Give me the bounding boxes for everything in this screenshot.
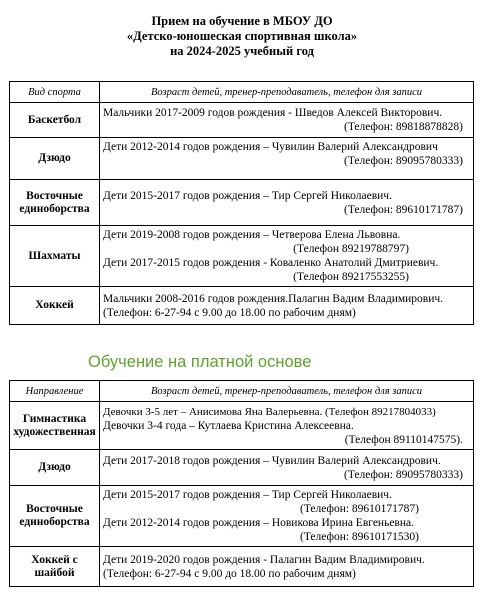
table-row [10,450,474,486]
info-line: Дети 2012-2014 годов рождения – Новикова Ирина Евгеньевна. [103,517,414,529]
column-header-sport: Вид спорта [10,82,100,103]
row-info [100,450,474,486]
table-header-row [10,381,474,402]
table-header-row [10,82,474,103]
phone-line: (Телефон: 89610171787) [343,203,463,216]
column-header-info: Возраст детей, тренер-преподаватель, телефон для записи [100,82,474,103]
info-line: Дети 2017-2015 годов рождения - Коваленко Анатолий Дмитриевич. [103,257,439,269]
phone-line: (Телефон 89219788797) [293,243,409,255]
table-row [10,103,474,138]
row-info [100,103,474,138]
phone-line: (Телефон: 89818878828) [343,121,463,133]
table-row [10,287,474,325]
sport-name: Хоккей [10,287,100,325]
sport-name: Дзюдо [10,138,100,180]
table-row [10,486,474,547]
row-info [100,287,474,325]
sport-name: Шахматы [10,226,100,287]
row-info [100,138,474,180]
sport-name: Баскетбол [10,103,100,138]
info-line: Дети 2019-2020 годов рождения - Палагин Вадим Владимирович. [103,553,425,566]
table-row [10,138,474,180]
sport-name: Хоккей с шайбой [10,547,100,587]
phone-line: (Телефон 89110147575). [344,433,463,446]
paid-training-table [9,380,474,587]
phone-line: (Телефон 89217553255) [293,271,409,283]
phone-line: (Телефон: 89095780333) [343,468,463,481]
table-row [10,547,474,587]
row-info [100,226,474,287]
table-row [10,180,474,226]
phone-line: (Телефон: 89610171787) [299,503,419,515]
free-training-table [9,81,474,325]
column-header-direction: Направление [10,381,100,402]
sport-name: Восточные единоборства [10,180,100,226]
info-line: Дети 2015-2017 годов рождения – Тир Сергей Николаевич. [103,489,392,501]
header-line-2: «Детско-юношеская спортивная школа» [126,29,358,43]
phone-line: (Телефон: 89095780333) [343,155,463,167]
phone-line: (Телефон: 89610171530) [299,531,419,543]
info-line: Дети 2015-2017 годов рождения – Тир Сергей Николаевич. [103,189,392,202]
phone-line: (Телефон: 6-27-94 с 9.00 до 18.00 по рабочим дням) [103,567,356,580]
table-row [10,402,474,450]
info-line: Дети 2017-2018 годов рождения – Чувилин Валерий Александрович. [103,454,441,467]
row-info [100,180,474,226]
phone-line: (Телефон: 6-27-94 с 9.00 до 18.00 по рабочим дням) [103,306,356,319]
row-info [100,547,474,587]
info-line: Мальчики 2017-2009 годов рождения - Шведов Алексей Викторович. [103,107,443,119]
header-line-3: на 2024-2025 учебный год [170,44,314,58]
document-header [0,14,484,59]
sport-name: Дзюдо [10,450,100,486]
column-header-info: Возраст детей, тренер-преподаватель, телефон для записи [100,381,474,402]
sport-name: Восточные единоборства [10,486,100,547]
sport-name: Гимнастика художественная [10,402,100,450]
info-line: Девочки 3-4 года – Кутлаева Кристина Алексеевна. [103,419,354,432]
paid-training-title: Обучение на платной основе [88,353,312,371]
header-line-1: Прием на обучение в МБОУ ДО [151,14,333,28]
row-info [100,402,474,450]
info-line: Дети 2019-2008 годов рождения – Четверова Елена Львовна. [103,229,401,241]
info-line: Мальчики 2008-2016 годов рождения.Палагин Вадим Владимирович. [103,292,444,305]
info-line: Дети 2012-2014 годов рождения – Чувилин Валерий Александрович [103,141,438,153]
info-line: Девочки 3-5 лет – Анисимова Яна Валерьевна. (Телефон 89217804033) [103,405,436,418]
row-info [100,486,474,547]
table-row [10,226,474,287]
